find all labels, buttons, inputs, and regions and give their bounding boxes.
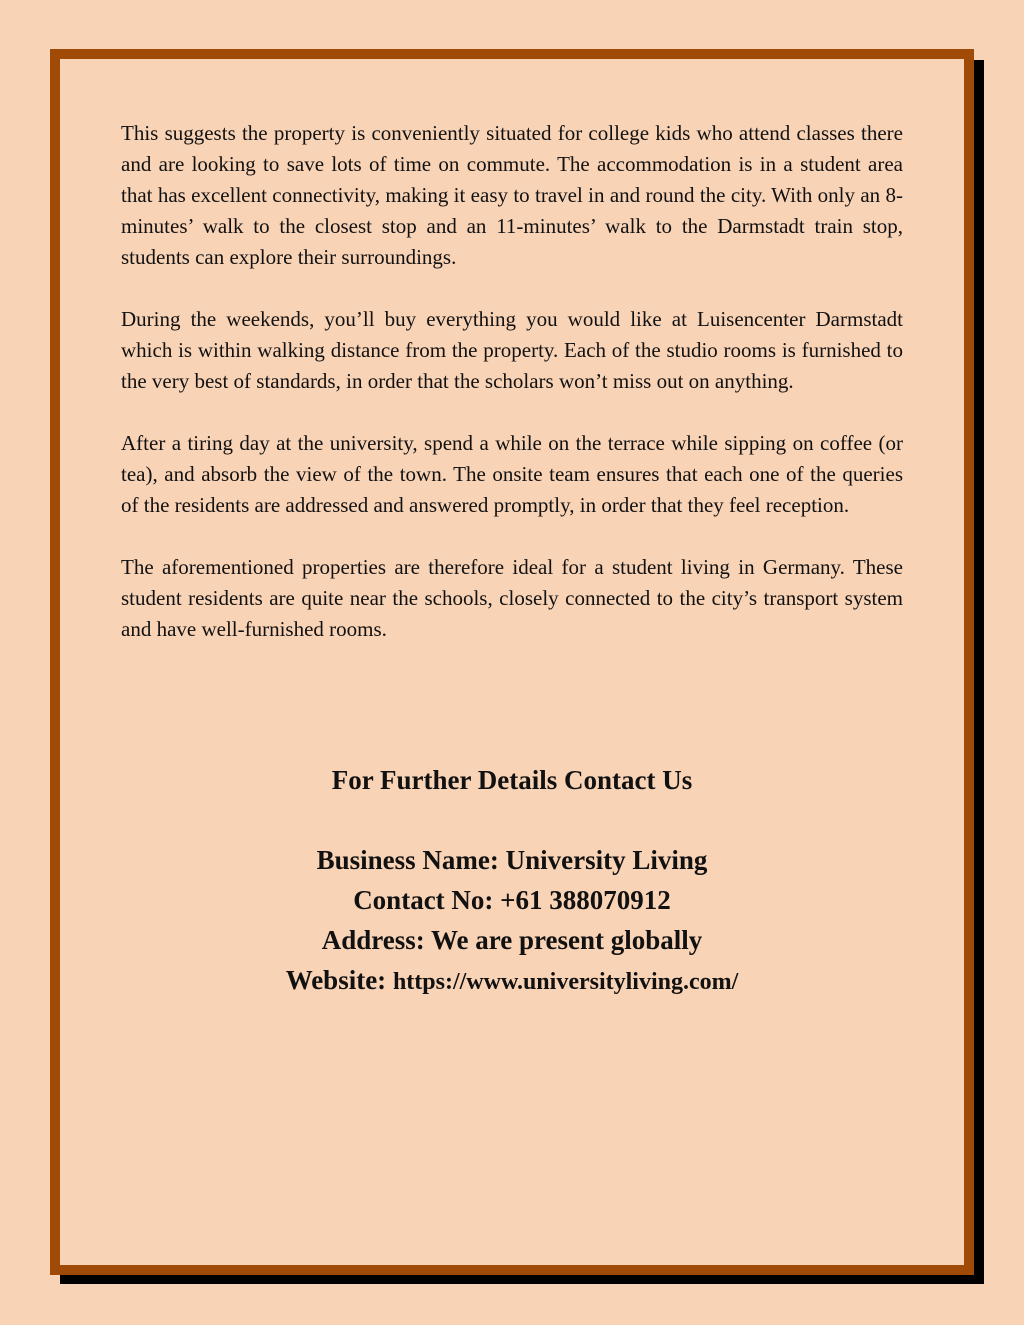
contact-number: Contact No: +61 388070912 [353,885,671,915]
paragraph-summary: The aforementioned properties are therefore ideal for a student living in Germany. These student residents are quite near the schools, closely connected to the city’s transport system and have well-furnished rooms. [121,555,903,641]
website-link[interactable]: https://www.universityliving.com/ [392,969,739,995]
website-line [0,960,1024,1002]
contact-block [0,840,1024,1002]
contact-heading: For Further Details Contact Us [331,765,693,795]
address: Address: We are present globally [321,925,703,955]
business-name: Business Name: University Living [316,845,708,875]
paragraph-weekends: During the weekends, you’ll buy everything you would like at Luisencenter Darmstadt which is within walking distance from the property. Each of the studio rooms is furnished to the very best of standards, in order that the scholars won’t miss out on anything. [121,307,903,393]
body-text [121,118,903,676]
paragraph-commute: This suggests the property is conveniently situated for college kids who attend classes there and are looking to save lots of time on commute. The accommodation is in a student area that has excellent connectivity, making it easy to travel in and round the city. With only an 8-minutes’ walk to the closest stop and an 11-minutes’ walk to the Darmstadt train stop, students can explore their surroundings. [121,121,903,269]
website-label: Website: [285,965,393,995]
paragraph-terrace: After a tiring day at the university, spend a while on the terrace while sipping on coffee (or tea), and absorb the view of the town. The onsite team ensures that each one of the queries of the residents are addressed and answered promptly, in order that they feel reception. [121,431,903,517]
